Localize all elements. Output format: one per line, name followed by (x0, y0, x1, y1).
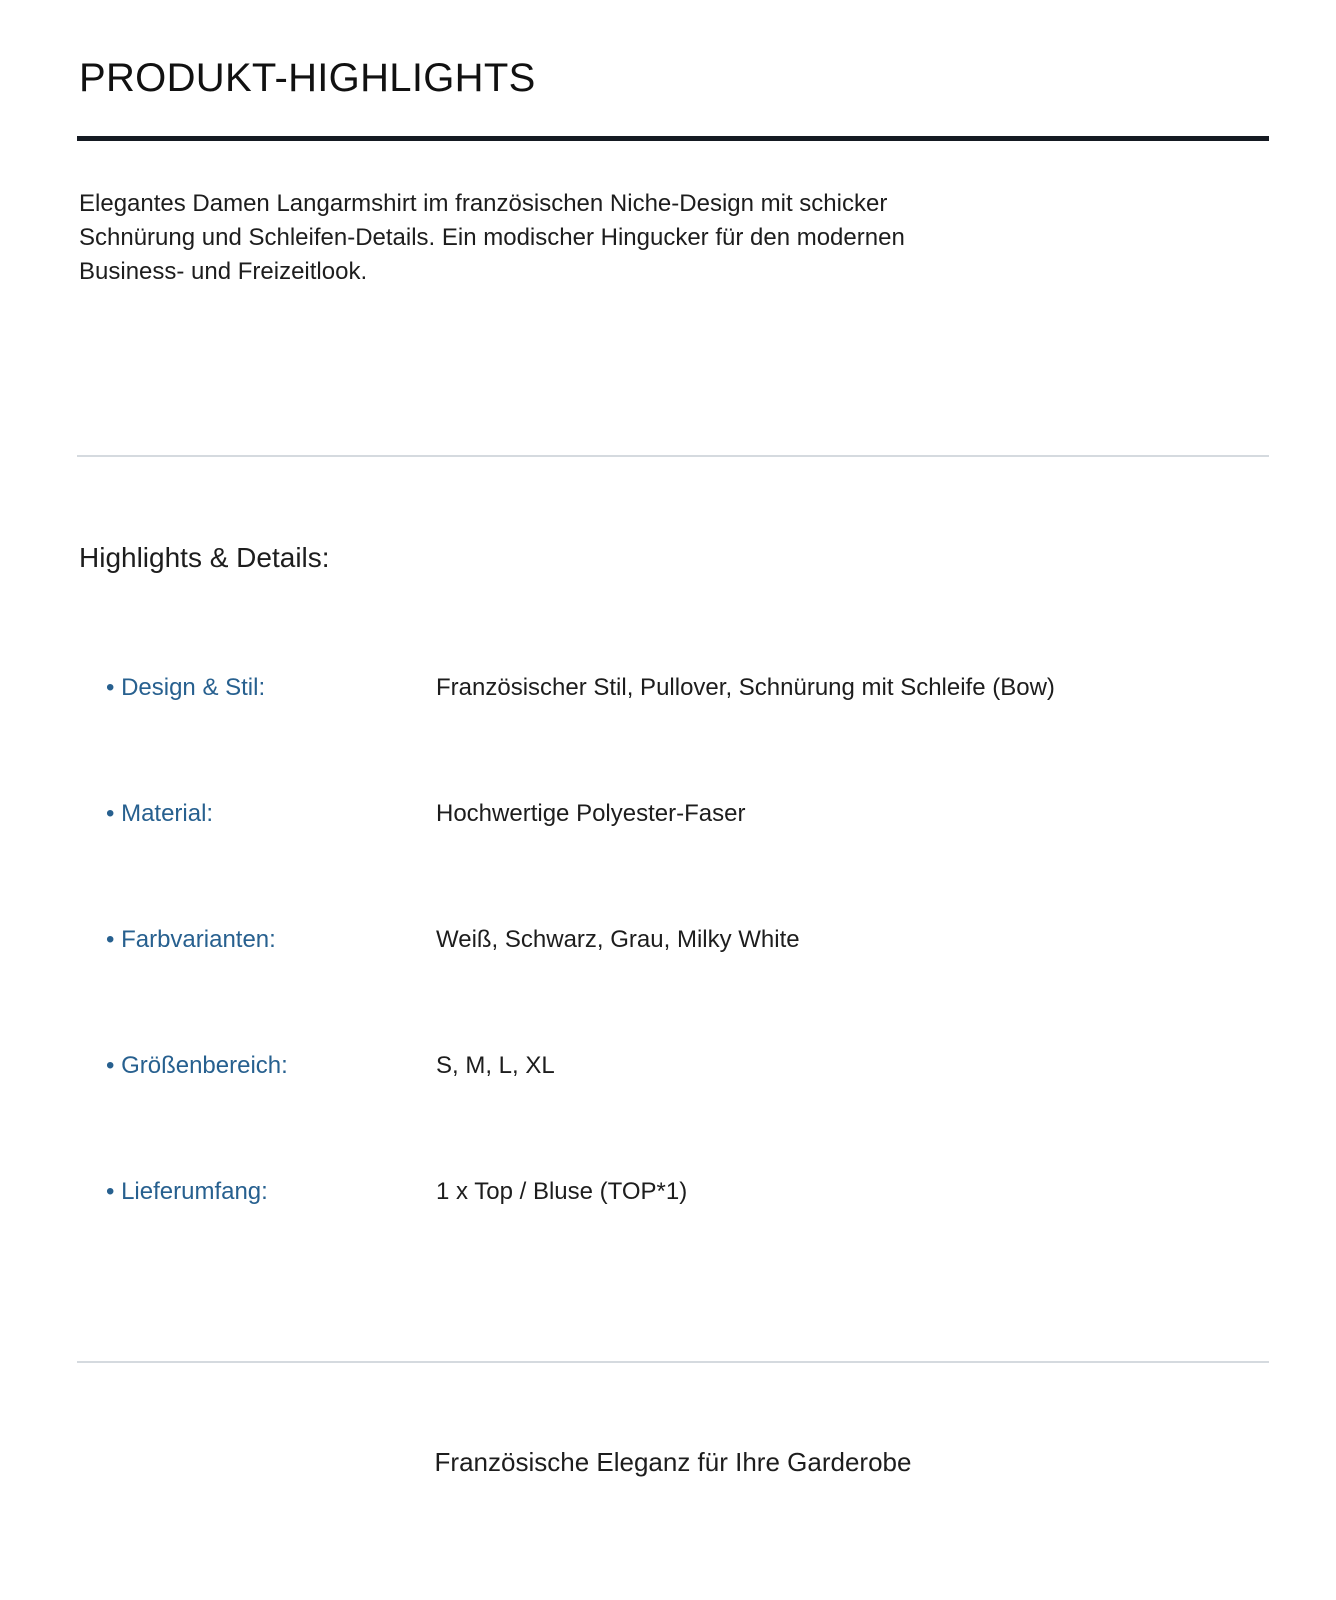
section-divider (77, 455, 1269, 457)
details-heading: Highlights & Details: (79, 542, 330, 573)
detail-value: Hochwertige Polyester-Faser (436, 800, 746, 827)
detail-row-material (0, 794, 1336, 834)
page-title: PRODUKT-HIGHLIGHTS (79, 56, 536, 100)
title-rule (77, 136, 1269, 141)
section-divider (77, 1361, 1269, 1363)
detail-value: Weiß, Schwarz, Grau, Milky White (436, 926, 800, 953)
detail-row-delivery (0, 1172, 1336, 1212)
footer-tagline: Französische Eleganz für Ihre Garderobe (434, 1447, 912, 1477)
detail-value: 1 x Top / Bluse (TOP*1) (436, 1178, 688, 1205)
detail-label: • Lieferumfang: (106, 1178, 268, 1205)
detail-label: • Design & Stil: (106, 674, 266, 701)
detail-row-colors (0, 920, 1336, 960)
detail-label: • Material: (106, 800, 214, 827)
detail-label: • Größenbereich: (106, 1052, 288, 1079)
detail-row-sizes (0, 1046, 1336, 1086)
detail-value: Französischer Stil, Pullover, Schnürung mit Schleife (Bow) (436, 674, 1055, 701)
detail-label: • Farbvarianten: (106, 926, 276, 953)
detail-value: S, M, L, XL (436, 1052, 555, 1079)
detail-row-design (0, 668, 1336, 708)
intro-text: Elegantes Damen Langarmshirt im französischen Niche-Design mit schicker Schnürung und Schleifen-Details. Ein modischer Hingucker für den modernen Business- und Freizeitlook. (79, 190, 905, 285)
